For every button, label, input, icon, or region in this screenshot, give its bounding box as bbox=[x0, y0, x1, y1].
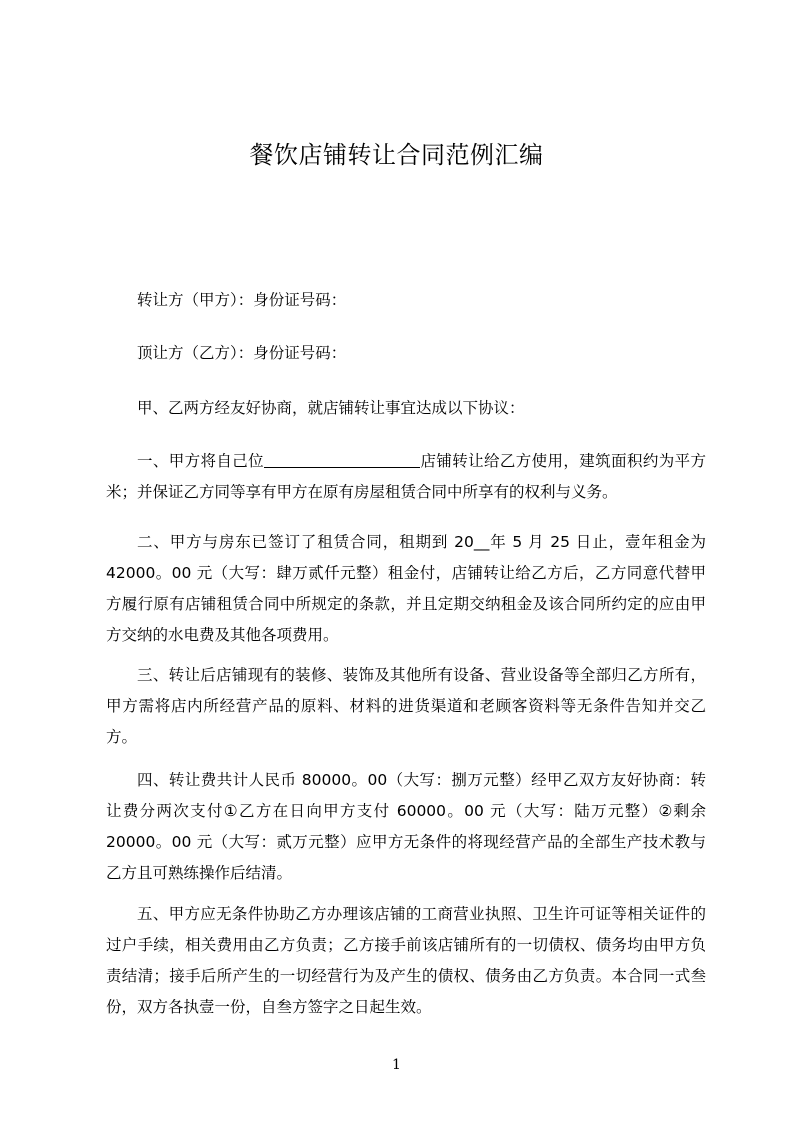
intro-line bbox=[106, 393, 706, 424]
location-blank bbox=[264, 453, 420, 468]
clause-1-part-2: 店铺转让给乙方使用，建筑面积约为平方米；并保证乙方同等享有甲方在原有房屋租赁合同中所享有的权利与义务。 bbox=[106, 452, 706, 501]
intro-text: 甲、乙两方经友好协商，就店铺转让事宜达成以下协议： bbox=[137, 399, 525, 417]
clause-3: 三、转让后店铺现有的装修、装饰及其他所有设备、营业设备等全部归乙方所有，甲方需将店内所经营产品的原料、材料的进货渠道和老顾客资料等无条件告知并交乙方。 bbox=[106, 666, 706, 746]
party-a-text: 转让方（甲方）：身份证号码： bbox=[137, 291, 347, 309]
clause-4: 四、转让费共计人民币 80000。00（大写：捌万元整）经甲乙双方友好协商：转让费分两次支付①乙方在日向甲方支付 60000。00 元（大写：陆万元整）②剩余 20000。00 元（大写：贰万元整）应甲方无条件的将现经营产品的全部生产技术教与乙方且可熟练操作后结清。 bbox=[106, 771, 706, 882]
page-number: 1 bbox=[392, 1057, 401, 1073]
clause-5: 五、甲方应无条件协助乙方办理该店铺的工商营业执照、卫生许可证等相关证件的过户手续，相关费用由乙方负责；乙方接手前该店铺所有的一切债权、债务均由甲方负责结清；接手后所产生的一切经营行为及产生的债权、债务由乙方负责。本合同一式叁份，双方各执壹一份，自叁方签字之日起生效。 bbox=[106, 905, 706, 1016]
clause-1 bbox=[106, 446, 706, 508]
document-title: 餐饮店铺转让合同范例汇编 bbox=[249, 141, 544, 169]
clause-2: 二、甲方与房东已签订了租赁合同，租期到 20__年 5 月 25 日止，壹年租金为 42000。00 元（大写：肆万贰仟元整）租金付，店铺转让给乙方后，乙方同意代替甲方履行原有店铺租赁合同中所规定的条款，并且定期交纳租金及该合同所约定的应由甲方交纳的水电费及其他各项费用。 bbox=[106, 533, 706, 644]
party-b-line bbox=[106, 338, 706, 369]
clause-1-part-1: 一、甲方将自己位 bbox=[137, 452, 265, 470]
party-b-text: 顶让方（乙方）：身份证号码： bbox=[137, 344, 347, 362]
party-a-line bbox=[106, 285, 706, 316]
